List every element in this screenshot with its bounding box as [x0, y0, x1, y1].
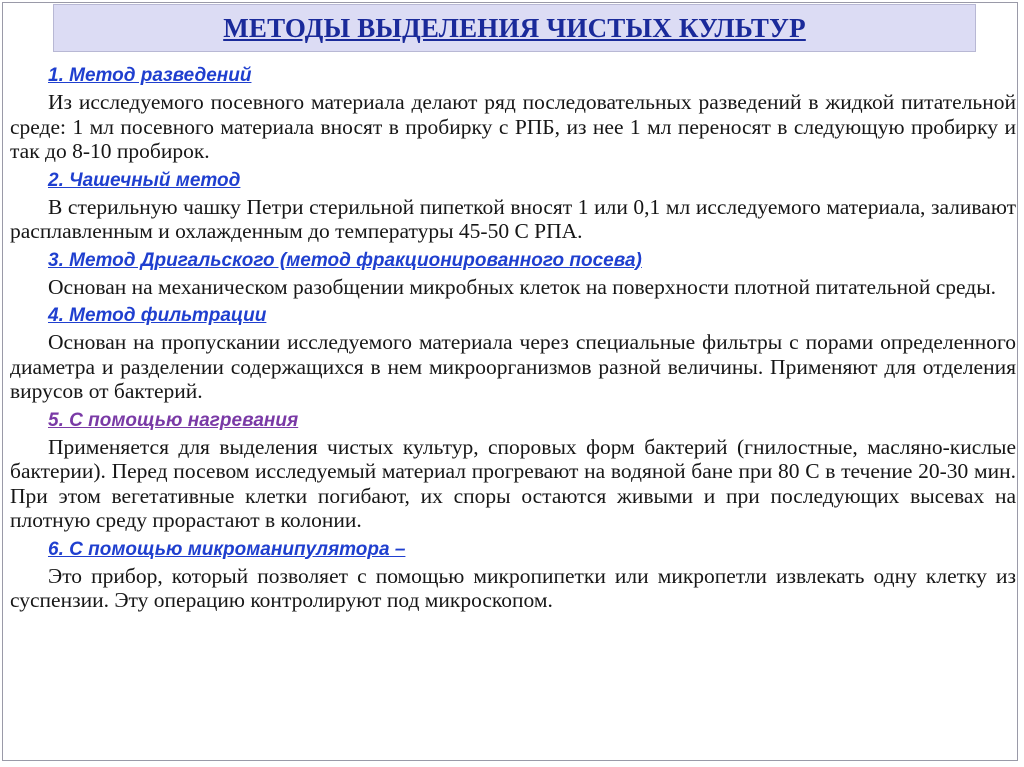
method-section-6 — [10, 537, 1016, 613]
section-body: В стерильную чашку Петри стерильной пипеткой вносят 1 или 0,1 мл исследуемого материала, заливают расплавленным и охлажденным до температуры 45-50 С РПА. — [10, 194, 1016, 243]
section-body: Из исследуемого посевного материала делают ряд последовательных разведений в жидкой питательной среде: 1 мл посевного материала вносят в пробирку с РПБ, из нее 1 мл переносят в следующую пробирку и так до 8-10 пробирок. — [10, 90, 1016, 163]
method-section-3 — [10, 248, 1016, 300]
method-section-1 — [10, 63, 1016, 164]
method-section-2 — [10, 168, 1016, 244]
section-heading: 1. Метод разведений — [48, 65, 252, 86]
section-body: Основан на пропускании исследуемого материала через специальные фильтры с порами определенного диаметра и разделении содержащихся в нем микроорганизмов разной величины. Применяют для отделения вирусов от бактерий. — [10, 330, 1016, 403]
section-body: Применяется для выделения чистых культур, споровых форм бактерий (гнилостные, масляно-кислые бактерии). Перед посевом исследуемый материал прогревают на водяной бане при 80 С в течение 20-30 мин. При этом вегетативные клетки погибают, их споры остаются живыми и при последующих высевах на плотную среду прорастают в колонии. — [10, 434, 1016, 532]
section-body: Основан на механическом разобщении микробных клеток на поверхности плотной питательной среды. — [48, 274, 997, 299]
section-heading: 2. Чашечный метод — [48, 169, 241, 191]
method-section-5 — [10, 408, 1016, 533]
title-banner — [53, 4, 976, 52]
section-heading: 3. Метод Дригальского (метод фракционированного посева) — [48, 249, 642, 271]
section-heading: 6. С помощью микроманипулятора – — [48, 538, 406, 560]
section-body: Это прибор, который позволяет с помощью микропипетки или микропетли извлекать одну клетку из суспензии. Эту операцию контролируют под микроскопом. — [10, 563, 1016, 612]
method-section-4 — [10, 303, 1016, 404]
section-heading: 4. Метод фильтрации — [48, 305, 267, 326]
content-area — [10, 63, 1016, 617]
section-heading: 5. С помощью нагревания — [48, 409, 299, 431]
page-title: МЕТОДЫ ВЫДЕЛЕНИЯ ЧИСТЫХ КУЛЬТУР — [223, 12, 806, 43]
